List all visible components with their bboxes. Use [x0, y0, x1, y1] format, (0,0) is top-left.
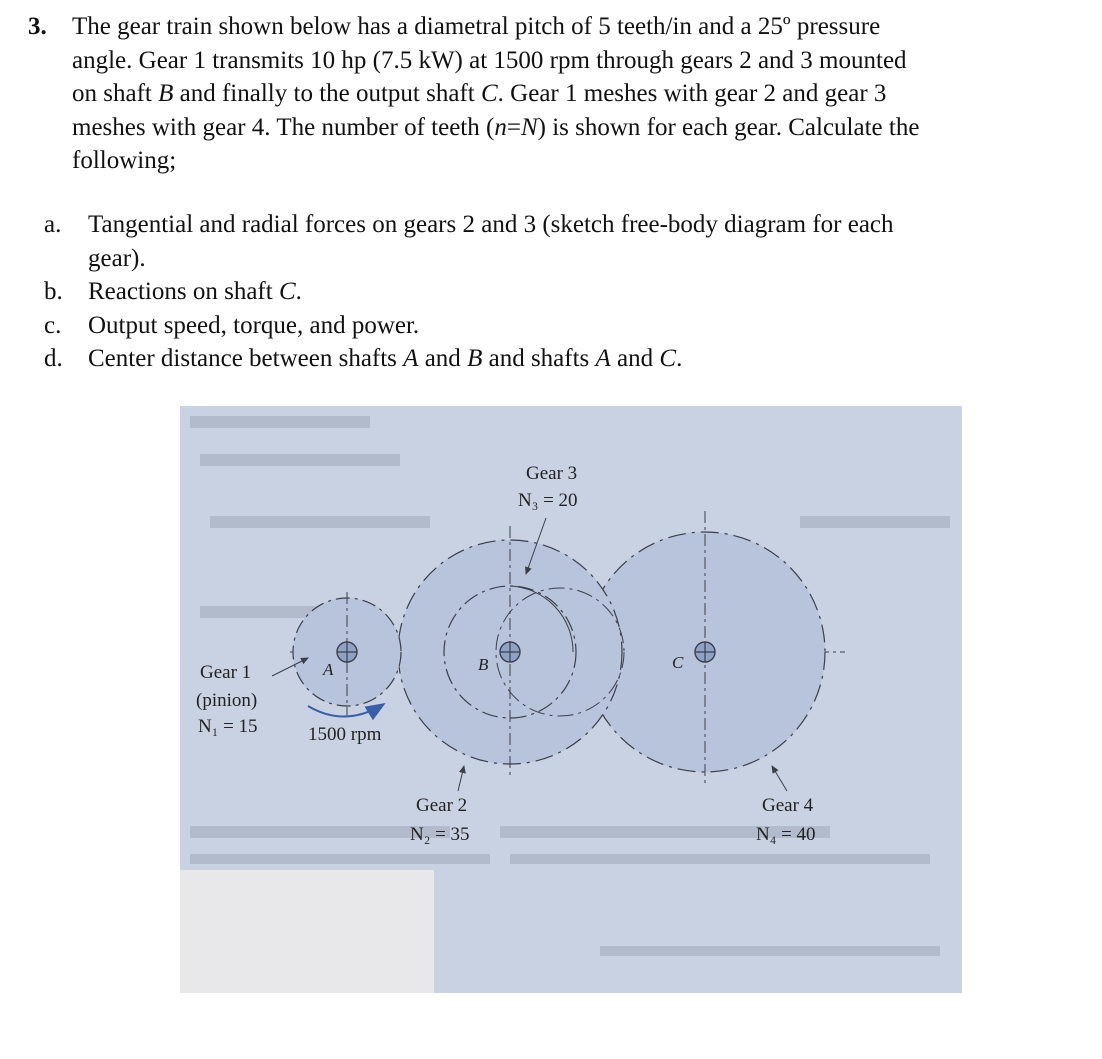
- stem-text: and finally to the output shaft: [173, 80, 481, 107]
- shaft-a-label: A: [323, 660, 334, 679]
- gear-3-teeth: N₃ = 20: [518, 490, 578, 511]
- subquestion-label: d.: [44, 345, 63, 372]
- subquestion-a: [44, 208, 1054, 275]
- N-symbol: N: [520, 113, 538, 141]
- text: and: [418, 345, 468, 372]
- shaft-c-symbol: C: [659, 345, 677, 372]
- gear-1-label: Gear 1: [200, 662, 252, 683]
- subquestion-c: [44, 309, 1054, 343]
- ghost-line: [210, 516, 430, 528]
- problem-statement: [28, 10, 1078, 178]
- stem-line-5: following;: [72, 147, 177, 174]
- shaft-b-label: B: [478, 655, 489, 674]
- gear-2-teeth: N₂ = 35: [410, 824, 470, 845]
- n-symbol: n: [494, 113, 507, 141]
- gear-train-figure: [180, 406, 962, 993]
- stem-line-1: The gear train shown below has a diametral pitch of 5 teeth/in and a 25º pressure: [72, 13, 881, 40]
- subquestion-list: [44, 208, 1054, 376]
- stem-text: ) is shown for each gear. Calculate the: [537, 113, 920, 141]
- input-speed-label: 1500 rpm: [308, 724, 382, 745]
- ghost-line: [800, 516, 950, 528]
- subquestion-label: a.: [44, 211, 62, 238]
- subquestion-a-line-2: gear).: [88, 244, 146, 272]
- gear-4-label: Gear 4: [762, 795, 814, 816]
- subquestion-label: c.: [44, 311, 62, 339]
- stem-line-2: angle. Gear 1 transmits 10 hp (7.5 kW) at 1500 rpm through gears 2 and 3 mounted: [72, 46, 907, 74]
- text: Reactions on shaft: [88, 278, 279, 305]
- subquestion-a-line-1: Tangential and radial forces on gears 2 and 3 (sketch free-body diagram for each: [88, 211, 894, 238]
- gear-1-teeth: N₁ = 15: [198, 716, 258, 737]
- ghost-line: [600, 946, 940, 956]
- problem-stem: [72, 10, 1078, 178]
- text: .: [676, 345, 683, 372]
- subquestion-d: [44, 342, 1054, 376]
- shaft-b-symbol: B: [467, 345, 483, 372]
- shaft-a-symbol: [337, 642, 357, 662]
- gear-4-teeth: N₄ = 40: [756, 824, 816, 845]
- subquestion-text: [88, 275, 1054, 309]
- shaft-b-symbol: [500, 642, 520, 662]
- stem-text: . Gear 1 meshes with gear 2 and gear 3: [497, 80, 887, 107]
- shaft-c-symbol: C: [278, 278, 296, 305]
- problem-number: 3.: [28, 13, 47, 40]
- gear-2-label: Gear 2: [416, 795, 468, 816]
- text: Center distance between shafts: [88, 345, 404, 372]
- ghost-line: [200, 606, 320, 618]
- shaft-c-symbol: [695, 642, 715, 662]
- stem-text: meshes with gear 4. The number of teeth (: [72, 113, 495, 141]
- equals-sign: =: [506, 113, 521, 141]
- subquestion-text: Output speed, torque, and power.: [88, 311, 420, 339]
- gear-train-diagram: [180, 406, 962, 993]
- shaft-a-symbol: A: [403, 345, 419, 372]
- text: .: [295, 278, 302, 305]
- subquestion-text: [88, 342, 1054, 376]
- ghost-line: [190, 416, 370, 428]
- gear-1-sublabel: (pinion): [196, 690, 258, 711]
- shaft-b-symbol: B: [158, 80, 174, 107]
- shaft-c-label: C: [672, 653, 684, 672]
- shaft-c-symbol: C: [480, 80, 498, 107]
- ghost-line: [190, 854, 490, 864]
- gear-3-label: Gear 3: [526, 463, 578, 484]
- text: and shafts: [482, 345, 596, 372]
- stem-line-3: [72, 77, 1078, 111]
- subquestion-label: b.: [44, 278, 63, 305]
- stem-text: on shaft: [72, 80, 159, 107]
- redaction-box: [180, 870, 434, 993]
- shaft-a-symbol: A: [595, 345, 611, 372]
- ghost-line: [510, 854, 930, 864]
- subquestion-text: [88, 208, 1054, 275]
- ghost-line: [200, 454, 400, 466]
- subquestion-b: [44, 275, 1054, 309]
- stem-line-4: [72, 111, 1078, 145]
- text: and: [610, 345, 660, 372]
